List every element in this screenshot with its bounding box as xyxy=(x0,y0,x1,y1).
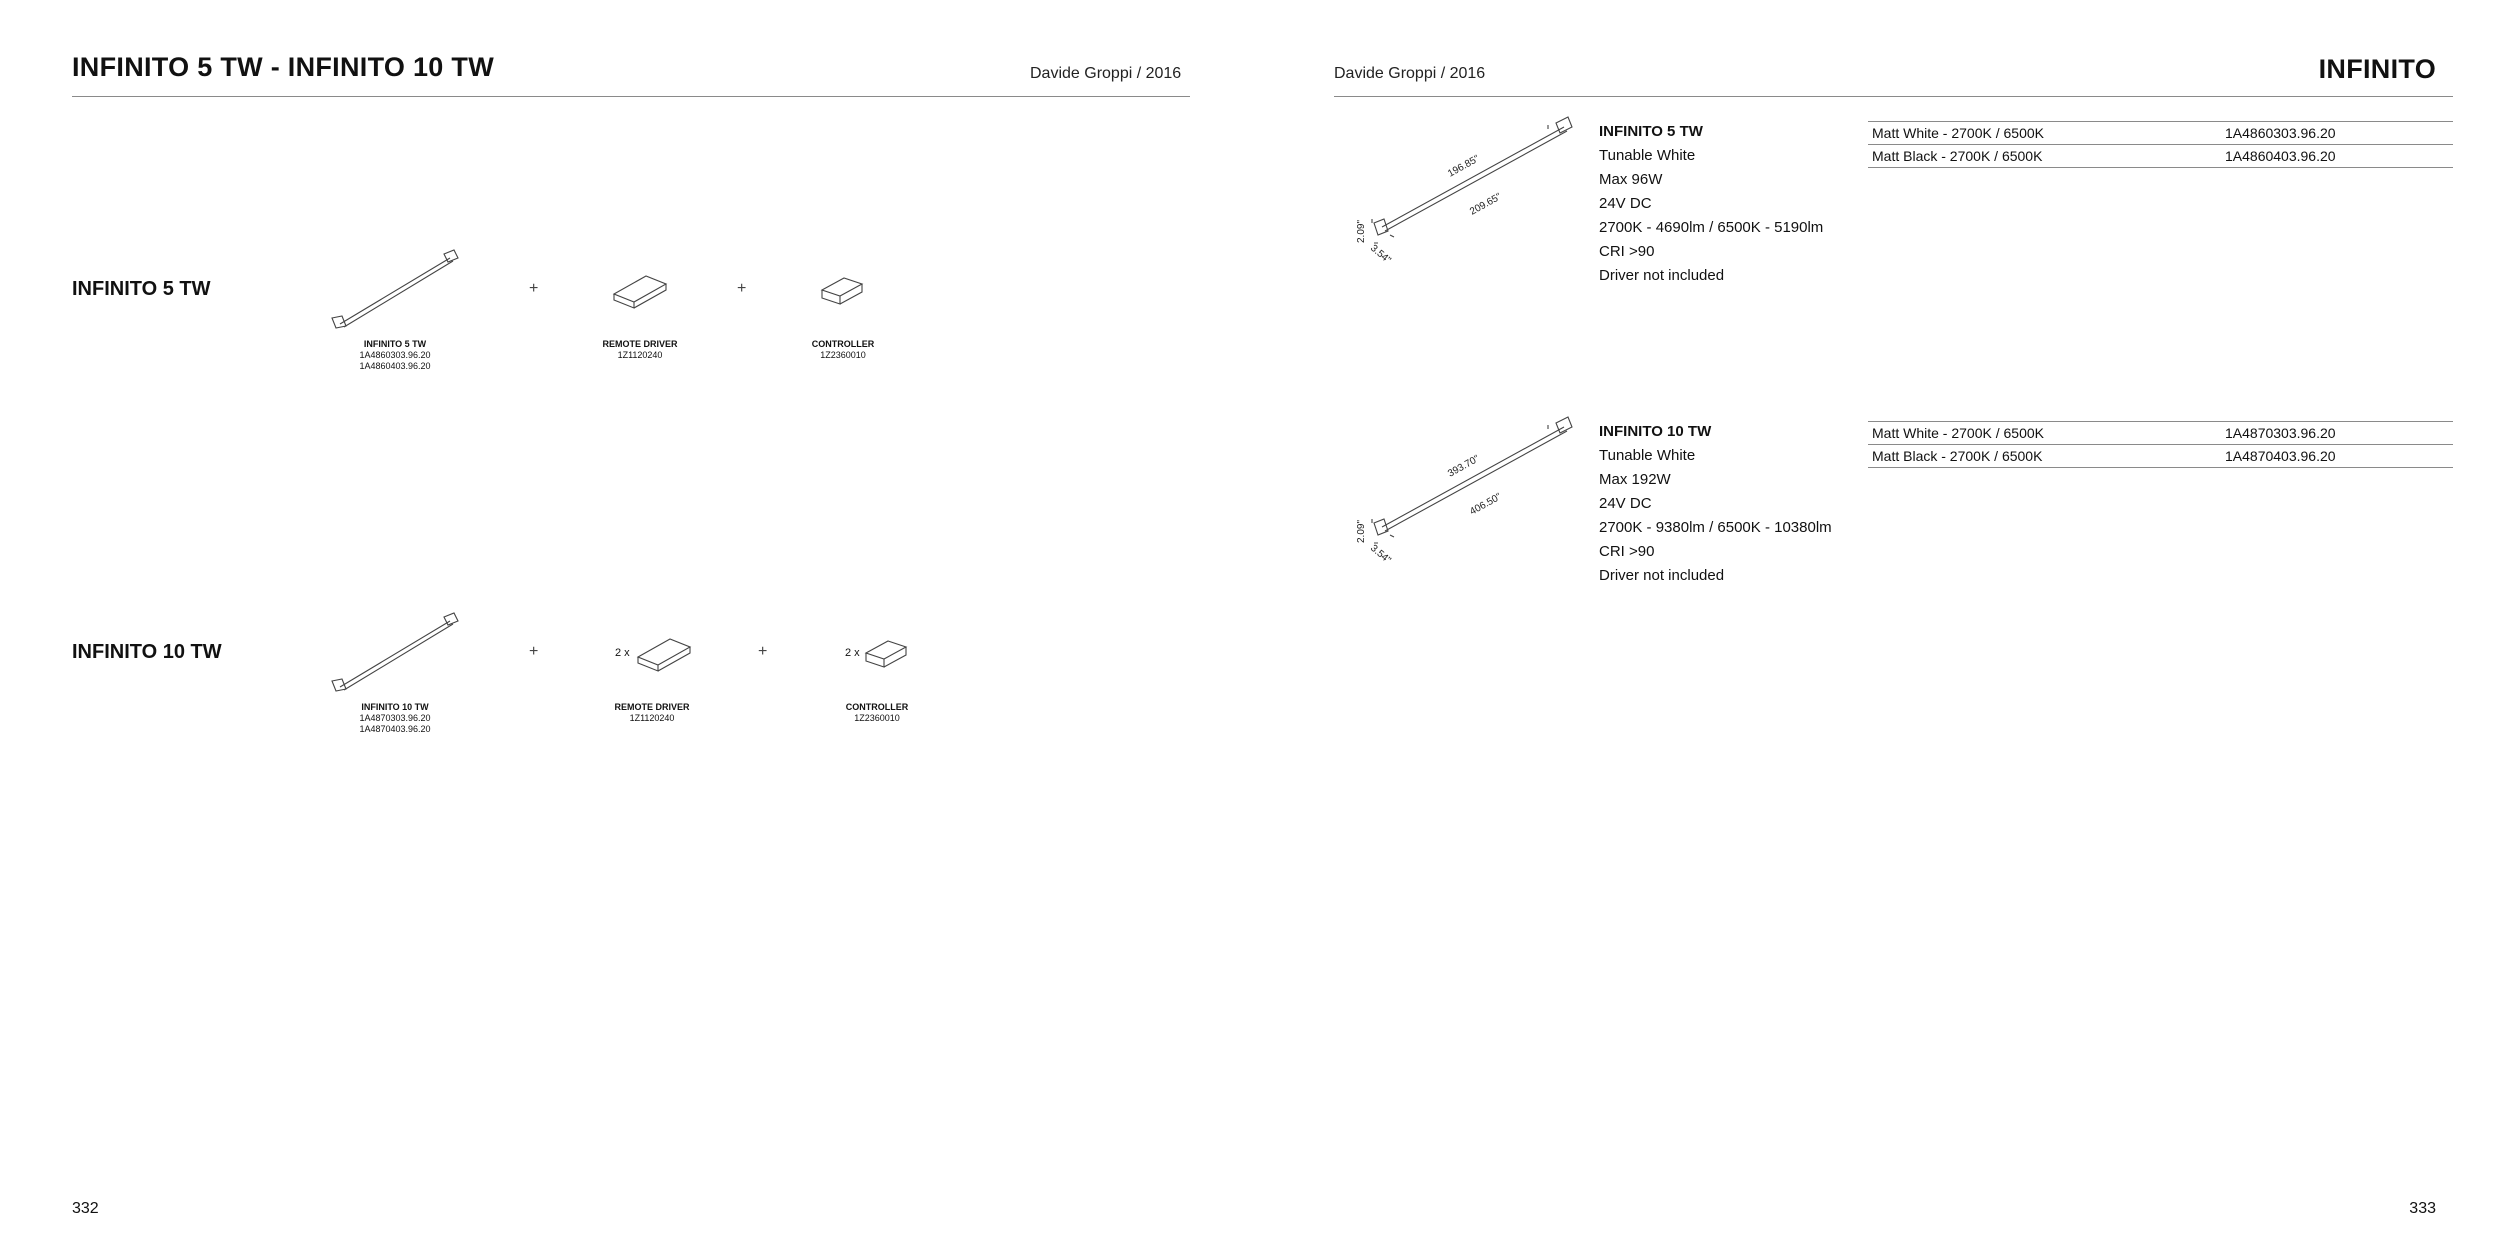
infinito-10-track-illustration xyxy=(328,609,462,693)
spec-line: Driver not included xyxy=(1599,267,1725,284)
product-name: INFINITO 5 TW xyxy=(1599,123,1703,140)
caption-infinito-10 xyxy=(335,702,455,735)
variant-finish: Matt White - 2700K / 6500K xyxy=(1868,122,2221,145)
variant-code: 1A4860403.96.20 xyxy=(2221,145,2453,168)
dimension-height: 2.09" xyxy=(1356,219,1367,243)
spec-line: CRI >90 xyxy=(1599,243,1655,260)
left-page-number: 332 xyxy=(72,1200,99,1217)
dimension-width: 3.54" xyxy=(1368,542,1393,567)
dimension-length: 393.70" xyxy=(1446,453,1482,480)
spec-line: Max 192W xyxy=(1599,471,1671,488)
variant-code: 1A4870403.96.20 xyxy=(2221,445,2453,468)
plus-sign: + xyxy=(758,643,768,660)
controller-icon xyxy=(862,635,910,671)
spec-line: Max 96W xyxy=(1599,171,1663,188)
dimension-width: 3.54" xyxy=(1368,242,1393,267)
caption-remote-driver xyxy=(580,339,700,361)
caption-name: REMOTE DRIVER xyxy=(602,339,678,349)
plus-sign: + xyxy=(529,643,539,660)
right-page-number: 333 xyxy=(2409,1200,2436,1217)
table-row xyxy=(1868,422,2453,445)
left-page-title: INFINITO 5 TW - INFINITO 10 TW xyxy=(72,52,495,82)
infinito-5-dimension-drawing xyxy=(1350,115,1585,267)
caption-code: 1Z1120240 xyxy=(629,713,675,723)
variants-table-infinito-10 xyxy=(1868,421,2453,468)
spec-line: CRI >90 xyxy=(1599,543,1655,560)
variant-finish: Matt Black - 2700K / 6500K xyxy=(1868,445,2221,468)
controller-icon xyxy=(818,272,866,308)
table-row xyxy=(1868,145,2453,168)
spec-line: 2700K - 9380lm / 6500K - 10380lm xyxy=(1599,519,1832,536)
caption-infinito-5 xyxy=(335,339,455,372)
spec-line: 24V DC xyxy=(1599,495,1652,512)
right-author: Davide Groppi / 2016 xyxy=(1334,65,1486,82)
left-author: Davide Groppi / 2016 xyxy=(1030,65,1182,82)
caption-controller xyxy=(783,339,903,361)
infinito-10-dimension-drawing xyxy=(1350,415,1585,567)
product-name: INFINITO 10 TW xyxy=(1599,423,1712,440)
product-specs-infinito-10 xyxy=(1599,420,1832,588)
dimension-total-length: 406.50" xyxy=(1468,491,1504,518)
caption-controller xyxy=(817,702,937,724)
table-row xyxy=(1868,122,2453,145)
caption-code: 1Z2360010 xyxy=(854,713,900,723)
dimension-length: 196.85" xyxy=(1446,153,1482,180)
quantity-label: 2 x xyxy=(615,647,630,659)
caption-name: INFINITO 5 TW xyxy=(363,339,427,349)
variant-finish: Matt White - 2700K / 6500K xyxy=(1868,422,2221,445)
right-page-title: INFINITO xyxy=(2318,54,2436,84)
table-row xyxy=(1868,445,2453,468)
remote-driver-icon xyxy=(610,268,670,310)
spec-line: 2700K - 4690lm / 6500K - 5190lm xyxy=(1599,219,1824,236)
caption-code: 1Z2360010 xyxy=(820,350,866,360)
caption-name: REMOTE DRIVER xyxy=(614,702,690,712)
spec-line: Driver not included xyxy=(1599,567,1725,584)
caption-code: 1A4860303.96.20 xyxy=(359,350,431,360)
section-title-infinito-10: INFINITO 10 TW xyxy=(72,641,222,663)
caption-code: 1Z1120240 xyxy=(617,350,663,360)
caption-name: INFINITO 10 TW xyxy=(361,702,429,712)
quantity-label: 2 x xyxy=(845,647,860,659)
caption-remote-driver xyxy=(592,702,712,724)
spec-line: 24V DC xyxy=(1599,195,1652,212)
plus-sign: + xyxy=(529,280,539,297)
caption-code: 1A4860403.96.20 xyxy=(359,361,431,371)
variant-finish: Matt Black - 2700K / 6500K xyxy=(1868,145,2221,168)
spec-line: Tunable White xyxy=(1599,447,1696,464)
spec-line: Tunable White xyxy=(1599,147,1696,164)
section-title-infinito-5: INFINITO 5 TW xyxy=(72,278,211,300)
caption-code: 1A4870303.96.20 xyxy=(359,713,431,723)
variant-code: 1A4870303.96.20 xyxy=(2221,422,2453,445)
product-specs-infinito-5 xyxy=(1599,120,1823,288)
variant-code: 1A4860303.96.20 xyxy=(2221,122,2453,145)
dimension-height: 2.09" xyxy=(1356,519,1367,543)
dimension-total-length: 209.65" xyxy=(1468,191,1504,218)
remote-driver-icon xyxy=(634,631,694,673)
plus-sign: + xyxy=(737,280,747,297)
variants-table-infinito-5 xyxy=(1868,121,2453,168)
caption-code: 1A4870403.96.20 xyxy=(359,724,431,734)
caption-name: CONTROLLER xyxy=(845,702,909,712)
caption-name: CONTROLLER xyxy=(811,339,875,349)
left-header-rule xyxy=(72,96,1190,97)
infinito-5-track-illustration xyxy=(328,246,462,330)
right-header-rule xyxy=(1334,96,2453,97)
